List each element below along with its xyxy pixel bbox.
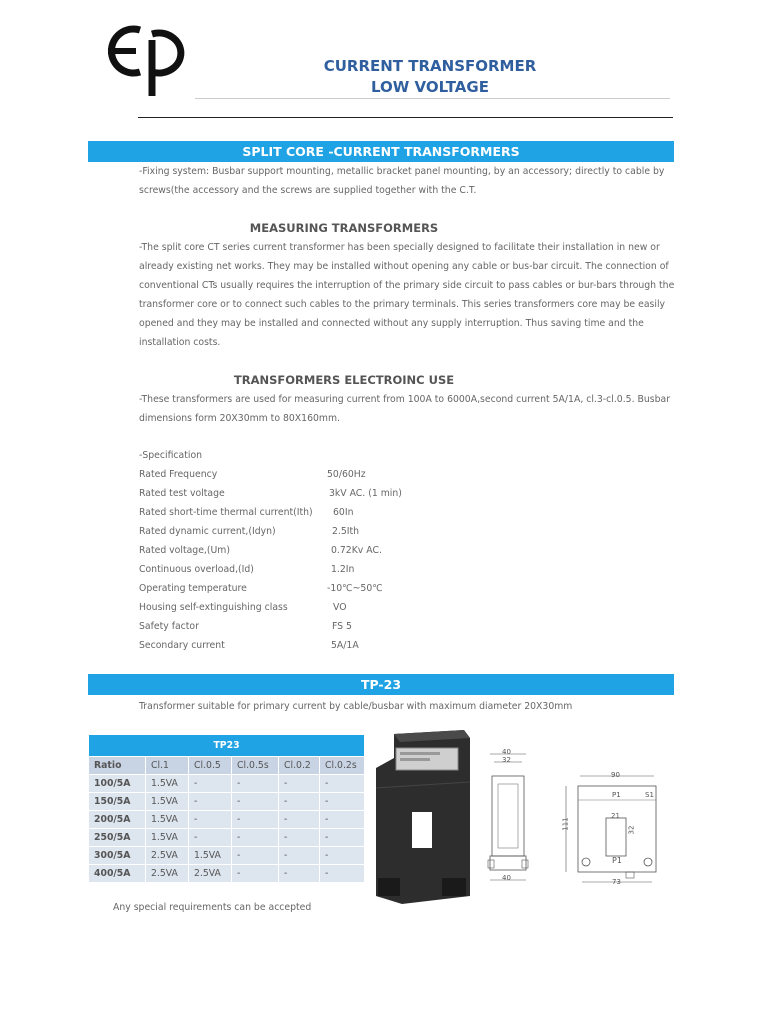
col-header: Cl.0.2 [279, 757, 320, 775]
dim-label: 40 [502, 874, 511, 882]
table-cell: 1.5VA [146, 793, 189, 811]
table-cell: - [279, 811, 320, 829]
fixing-system-text [139, 162, 679, 200]
tp23-front-drawing [558, 770, 668, 894]
table-cell: 2.5VA [189, 865, 232, 883]
table-cell: 1.5VA [146, 775, 189, 793]
table-cell: 1.5VA [146, 829, 189, 847]
table-cell: 100/5A [89, 775, 146, 793]
table-row [89, 829, 365, 847]
table-cell: - [320, 793, 365, 811]
spec-value: 50/60Hz [327, 469, 366, 480]
tp23-side-drawing [484, 748, 532, 890]
spec-value: VO [333, 602, 347, 613]
spec-label: Safety factor [139, 621, 199, 632]
spec-label: Rated test voltage [139, 488, 225, 499]
page-subtitle: LOW VOLTAGE [371, 78, 489, 96]
text-line: opened and they may be installed and connected without any supply interruption. Thus saving time and the [139, 318, 644, 329]
col-header: Cl.0.2s [320, 757, 365, 775]
table-cell: - [232, 775, 279, 793]
text-line: conventional CTs usually requires the interruption of the primary side circuit to pass cables or bur-bars through the [139, 280, 675, 291]
table-cell: - [279, 829, 320, 847]
section-bar-tp23: TP-23 [88, 674, 674, 695]
title-divider [195, 98, 670, 99]
table-cell: - [232, 829, 279, 847]
spec-value: 0.72Kv AC. [331, 545, 382, 556]
dim-label: 73 [612, 878, 621, 886]
spec-label: Rated short-time thermal current(Ith) [139, 507, 313, 518]
page-title: CURRENT TRANSFORMER [323, 57, 537, 75]
table-cell: - [320, 811, 365, 829]
table-cell: 150/5A [89, 793, 146, 811]
table-cell: 1.5VA [146, 811, 189, 829]
spec-value: 2.5Ith [332, 526, 360, 537]
spec-label: Rated voltage,(Um) [139, 545, 230, 556]
dim-label: 32 [627, 825, 636, 835]
table-cell: 250/5A [89, 829, 146, 847]
text-line: already existing net works. They may be installed without opening any cable or bus-bar circuit. The connection of [139, 261, 669, 272]
table-cell: 300/5A [89, 847, 146, 865]
table-row [89, 847, 365, 865]
spec-label: Rated Frequency [139, 469, 218, 480]
table-cell: - [279, 865, 320, 883]
tp23-table [88, 734, 365, 883]
table-cell: - [189, 775, 232, 793]
spec-label: Rated dynamic current,(Idyn) [139, 526, 276, 537]
spec-value: FS 5 [332, 621, 352, 632]
company-logo [100, 20, 196, 100]
terminal-label: P1 [612, 791, 621, 799]
text-line: dimensions form 20X30mm to 80X160mm. [139, 413, 340, 424]
terminal-label: P1 [612, 856, 622, 865]
dim-label: 111 [561, 817, 570, 831]
spec-heading: -Specification [139, 450, 203, 461]
col-header: Ratio [89, 757, 146, 775]
text-line: transformer core or to connect such cables to the primary terminals. This series transformers core may be easily [139, 299, 666, 310]
spec-value: 1.2In [331, 564, 355, 575]
header-divider [138, 117, 673, 118]
section-bar-split-core: SPLIT CORE -CURRENT TRANSFORMERS [88, 141, 674, 162]
table-cell: 200/5A [89, 811, 146, 829]
table-cell: - [320, 847, 365, 865]
dim-label: 21 [611, 812, 620, 820]
table-cell: 2.5VA [146, 847, 189, 865]
text-line: -Fixing system: Busbar support mounting, metallic bracket panel mounting, by an accessory; directly to cable by [139, 166, 665, 177]
table-cell: - [279, 847, 320, 865]
spec-label: Operating temperature [139, 583, 247, 594]
table-cell: - [320, 775, 365, 793]
table-cell: - [320, 829, 365, 847]
text-line: screws(the accessory and the screws are supplied together with the C.T. [139, 185, 477, 196]
tp23-product-image [372, 728, 474, 906]
electronic-text [139, 390, 679, 428]
table-cell: - [232, 847, 279, 865]
table-cell: - [279, 775, 320, 793]
special-requirements-note: Any special requirements can be accepted [113, 902, 312, 913]
spec-label: Housing self-extinguishing class [139, 602, 288, 613]
table-row [89, 793, 365, 811]
table-row [89, 811, 365, 829]
electronic-heading: TRANSFORMERS ELECTROINC USE [233, 373, 455, 387]
measuring-heading: MEASURING TRANSFORMERS [249, 221, 439, 235]
dim-label: 32 [502, 756, 511, 764]
text-line: -The split core CT series current transformer has been specially designed to facilitate their installation in new or [139, 242, 660, 253]
table-row [89, 865, 365, 883]
table-row [89, 775, 365, 793]
spec-value: -10℃~50℃ [327, 583, 383, 594]
table-cell: - [189, 829, 232, 847]
text-line: -These transformers are used for measuring current from 100A to 6000A,second current 5A/1A, cl.3-cl.0.5. Busbar [139, 394, 671, 405]
table-cell: - [232, 793, 279, 811]
spec-value: 60In [333, 507, 354, 518]
col-header: Cl.0.5 [189, 757, 232, 775]
table-cell: - [279, 793, 320, 811]
spec-label: Continuous overload,(Id) [139, 564, 254, 575]
table-cell: 1.5VA [189, 847, 232, 865]
table-cell: - [232, 865, 279, 883]
measuring-text [139, 238, 679, 352]
dim-label: 90 [611, 771, 620, 779]
table-cell: 2.5VA [146, 865, 189, 883]
table-cell: - [189, 793, 232, 811]
table-cell: - [320, 865, 365, 883]
text-line: installation costs. [139, 337, 221, 348]
terminal-label: S1 [645, 791, 654, 799]
spec-value: 5A/1A [331, 640, 359, 651]
table-cell: - [232, 811, 279, 829]
spec-label: Secondary current [139, 640, 225, 651]
col-header: Cl.0.5s [232, 757, 279, 775]
table-cell: 400/5A [89, 865, 146, 883]
spec-value: 3kV AC. (1 min) [329, 488, 402, 499]
col-header: Cl.1 [146, 757, 189, 775]
table-caption: TP23 [89, 735, 365, 757]
dim-label: 40 [502, 748, 511, 756]
tp23-description: Transformer suitable for primary current by cable/busbar with maximum diameter 20X30mm [139, 701, 573, 712]
table-cell: - [189, 811, 232, 829]
